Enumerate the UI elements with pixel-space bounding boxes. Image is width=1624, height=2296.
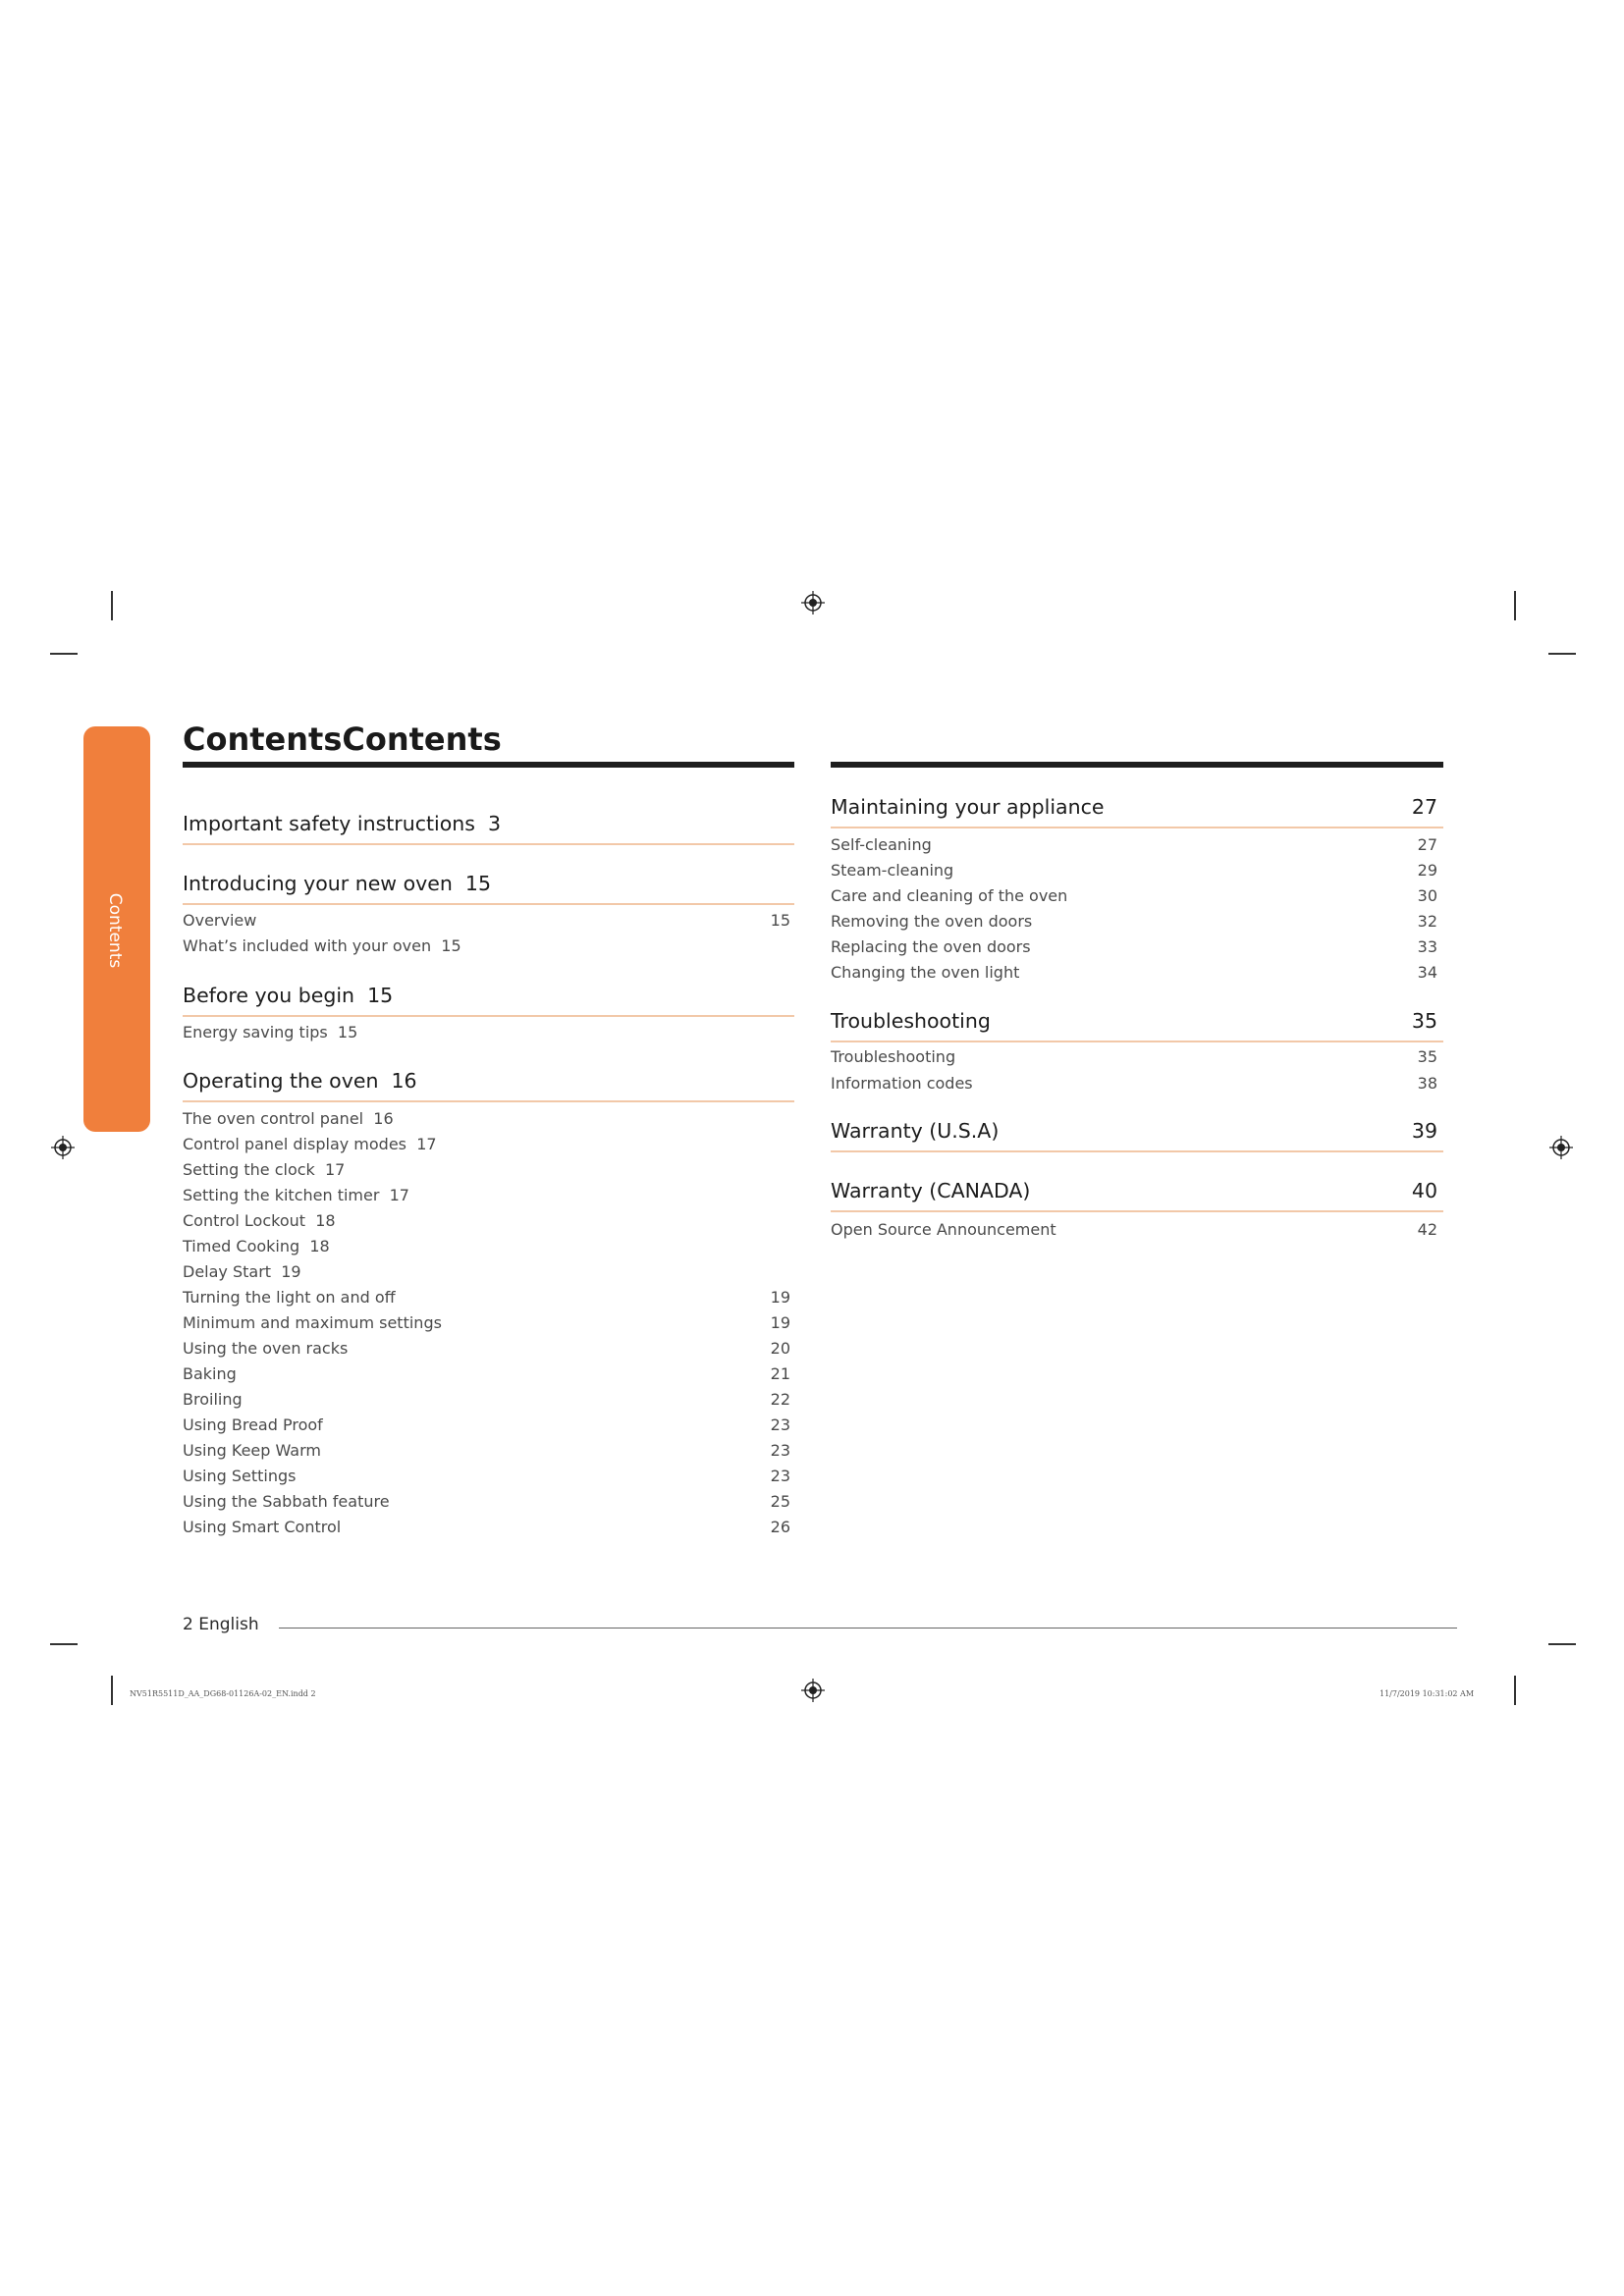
toc-entry[interactable]: Baking <box>183 1364 237 1383</box>
toc-entry[interactable]: Overview <box>183 911 257 930</box>
toc-entry[interactable]: What’s included with your oven 15 <box>183 936 461 955</box>
toc-entry[interactable]: Control panel display modes 17 <box>183 1135 437 1153</box>
toc-entry-page: 20 <box>770 1339 790 1358</box>
toc-entry-page: 32 <box>1417 912 1437 931</box>
crop-mark <box>50 1643 78 1645</box>
title-rule <box>831 762 1443 768</box>
registration-mark-icon <box>801 1679 825 1702</box>
toc-section-title[interactable]: Operating the oven 16 <box>183 1069 417 1093</box>
footer-page-number: 2 English <box>183 1615 259 1634</box>
registration-mark-icon <box>1549 1136 1573 1159</box>
crop-mark <box>111 1676 113 1705</box>
registration-mark-icon <box>801 591 825 614</box>
crop-mark <box>1548 1643 1576 1645</box>
toc-entry[interactable]: Setting the kitchen timer 17 <box>183 1186 409 1204</box>
toc-entry[interactable]: Energy saving tips 15 <box>183 1023 358 1041</box>
toc-entry[interactable]: Delay Start 19 <box>183 1262 301 1281</box>
toc-entry[interactable]: Removing the oven doors <box>831 912 1033 931</box>
toc-section-title[interactable]: Warranty (U.S.A) <box>831 1119 1000 1143</box>
toc-entry-page: 25 <box>770 1492 790 1511</box>
crop-mark <box>1514 1676 1516 1705</box>
toc-entry[interactable]: Using Keep Warm <box>183 1441 321 1460</box>
toc-entry-page: 19 <box>770 1313 790 1332</box>
toc-entry[interactable]: Information codes <box>831 1074 973 1093</box>
toc-entry[interactable]: The oven control panel 16 <box>183 1109 394 1128</box>
toc-entry-page: 29 <box>1417 861 1437 880</box>
toc-entry-page: 38 <box>1417 1074 1437 1093</box>
toc-entry[interactable]: Troubleshooting <box>831 1047 956 1066</box>
toc-section-title[interactable]: Warranty (CANADA) <box>831 1179 1031 1202</box>
section-rule <box>183 903 794 905</box>
toc-section-title[interactable]: Maintaining your appliance <box>831 795 1105 819</box>
toc-entry-page: 19 <box>770 1288 790 1307</box>
section-rule <box>831 1041 1443 1042</box>
toc-entry[interactable]: Turning the light on and off <box>183 1288 396 1307</box>
toc-entry[interactable]: Using Bread Proof <box>183 1415 323 1434</box>
section-rule <box>183 843 794 845</box>
print-slug-file: NV51R5511D_AA_DG68-01126A-02_EN.indd 2 <box>130 1689 316 1698</box>
toc-section-title[interactable]: Introducing your new oven 15 <box>183 872 492 895</box>
toc-entry[interactable]: Minimum and maximum settings <box>183 1313 442 1332</box>
section-rule <box>183 1015 794 1017</box>
toc-entry-page: 15 <box>770 911 790 930</box>
toc-entry-page: 27 <box>1417 835 1437 854</box>
section-rule <box>831 827 1443 828</box>
title-rule <box>183 762 794 768</box>
toc-entry-page: 26 <box>770 1518 790 1536</box>
toc-entry-page: 34 <box>1417 963 1437 982</box>
toc-entry[interactable]: Using Smart Control <box>183 1518 342 1536</box>
toc-section-page: 27 <box>1411 795 1437 819</box>
toc-entry[interactable]: Using Settings <box>183 1467 297 1485</box>
toc-entry-page: 21 <box>770 1364 790 1383</box>
toc-entry-page: 23 <box>770 1441 790 1460</box>
toc-entry[interactable]: Changing the oven light <box>831 963 1020 982</box>
toc-section-title[interactable]: Important safety instructions 3 <box>183 812 502 835</box>
print-slug-timestamp: 11/7/2019 10:31:02 AM <box>1380 1689 1475 1698</box>
section-rule <box>831 1210 1443 1212</box>
toc-entry[interactable]: Setting the clock 17 <box>183 1160 346 1179</box>
side-tab-label: Contents <box>105 892 125 969</box>
toc-entry-page: 33 <box>1417 937 1437 956</box>
toc-section-page: 40 <box>1411 1179 1437 1202</box>
toc-entry[interactable]: Open Source Announcement <box>831 1220 1056 1239</box>
toc-entry[interactable]: Broiling <box>183 1390 243 1409</box>
toc-entry-page: 35 <box>1417 1047 1437 1066</box>
crop-mark <box>1514 591 1516 620</box>
crop-mark <box>1548 653 1576 655</box>
toc-entry-page: 42 <box>1417 1220 1437 1239</box>
toc-entry-page: 22 <box>770 1390 790 1409</box>
footer-rule <box>279 1628 1457 1629</box>
toc-section-page: 39 <box>1411 1119 1437 1143</box>
toc-section-title[interactable]: Troubleshooting <box>831 1009 991 1033</box>
toc-entry[interactable]: Using the oven racks <box>183 1339 349 1358</box>
crop-mark <box>50 653 78 655</box>
section-rule <box>183 1100 794 1102</box>
toc-entry[interactable]: Using the Sabbath feature <box>183 1492 390 1511</box>
toc-entry[interactable]: Control Lockout 18 <box>183 1211 336 1230</box>
toc-section-title[interactable]: Before you begin 15 <box>183 984 394 1007</box>
toc-section-page: 35 <box>1411 1009 1437 1033</box>
toc-entry[interactable]: Replacing the oven doors <box>831 937 1031 956</box>
toc-entry-page: 23 <box>770 1467 790 1485</box>
toc-entry-page: 30 <box>1417 886 1437 905</box>
toc-entry-page: 23 <box>770 1415 790 1434</box>
crop-mark <box>111 591 113 620</box>
toc-entry[interactable]: Self-cleaning <box>831 835 932 854</box>
toc-entry[interactable]: Care and cleaning of the oven <box>831 886 1068 905</box>
registration-mark-icon <box>51 1136 75 1159</box>
toc-entry[interactable]: Steam-cleaning <box>831 861 954 880</box>
toc-entry[interactable]: Timed Cooking 18 <box>183 1237 330 1255</box>
section-rule <box>831 1150 1443 1152</box>
page-title: ContentsContents <box>183 721 502 758</box>
